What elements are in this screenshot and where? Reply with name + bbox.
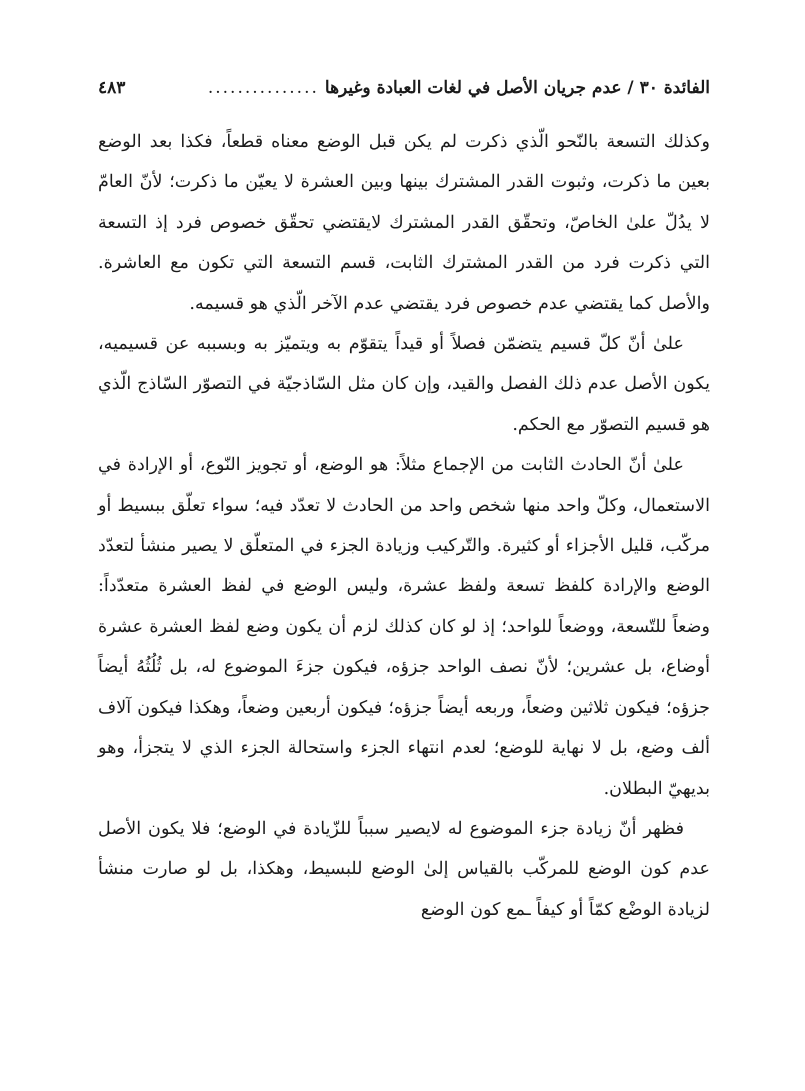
page-number: ٤٨٣ bbox=[98, 78, 126, 98]
paragraph: علىٰ أنّ الحادث الثابت من الإجماع مثلاً: هو الوضع، أو تجويز النّوع، أو الإرادة في الاستعمال، وكلّ واحد منها شخص واحد من الحادث لا تعدّد فيه؛ سواء تعلّق ببسيط أو مركّب، قليل الأجزاء أو كثيرة. والتّركيب وزيادة الجزء في المتعلّق لا يصير منشأ لتعدّد الوضع والإرادة كلفظ تسعة ولفظ عشرة، وليس الوضع في لفظ العشرة متعدّداً: وضعاً للتّسعة، ووضعاً للواحد؛ إذ لو كان كذلك لزم أن يكون وضع لفظ العشرة عشرة أوضاع، بل عشرين؛ لأنّ نصف الواحد جزؤه، فيكون جزءَ الموضوع له، بل ثُلُثُهُ أيضاً جزؤه؛ فيكون ثلاثين وضعاً، وربعه أيضاً جزؤه؛ فيكون أربعين وضعاً، وهكذا فيكون آلاف ألف وضع، بل لا نهاية للوضع؛ لعدم انتهاء الجزء واستحالة الجزء الذي لا يتجزأ، وهو بديهيّ البطلان. bbox=[98, 455, 710, 799]
running-header bbox=[98, 78, 710, 114]
body-text bbox=[98, 122, 710, 930]
header-title: الفائدة ٣٠ / عدم جريان الأصل في لغات العبادة وغيرها bbox=[324, 78, 710, 98]
paragraph: وكذلك التسعة بالنّحو الّذي ذكرت لم يكن قبل الوضع معناه قطعاً، فكذا بعد الوضع بعين ما ذكرت، وثبوت القدر المشترك بينها وبين العشرة لا يعيّن ما ذكرت؛ لأنّ العامّ لا يدُلّ علىٰ الخاصّ، وتحقّق القدر المشترك لايقتضي تحقّق خصوص فرد إذ التسعة التي ذكرت فرد من القدر المشترك الثابت، قسم التسعة التي تكون مع العاشرة. والأصل كما يقتضي عدم خصوص فرد يقتضي عدم الآخر الّذي هو قسيمه. bbox=[98, 132, 710, 314]
document-page bbox=[98, 78, 710, 1068]
paragraph: علىٰ أنّ كلّ قسيم يتضمّن فصلاً أو قيداً يتقوّم به ويتميّز به وبسببه عن قسيميه، يكون الأصل عدم ذلك الفصل والقيد، وإن كان مثل السّاذجيّة في التصوّر السّاذج الّذي هو قسيم التصوّر مع الحكم. bbox=[98, 334, 710, 435]
header-leader-dots: ............... bbox=[207, 78, 319, 98]
paragraph: فظهر أنّ زيادة جزء الموضوع له لايصير سبباً للزّيادة في الوضع؛ فلا يكون الأصل عدم كون الوضع للمركّب بالقياس إلىٰ الوضع للبسيط، وهكذا، بل لو صارت منشأ لزيادة الوضْع كمّاً أو كيفاً ـمع كون الوضع bbox=[98, 818, 710, 920]
